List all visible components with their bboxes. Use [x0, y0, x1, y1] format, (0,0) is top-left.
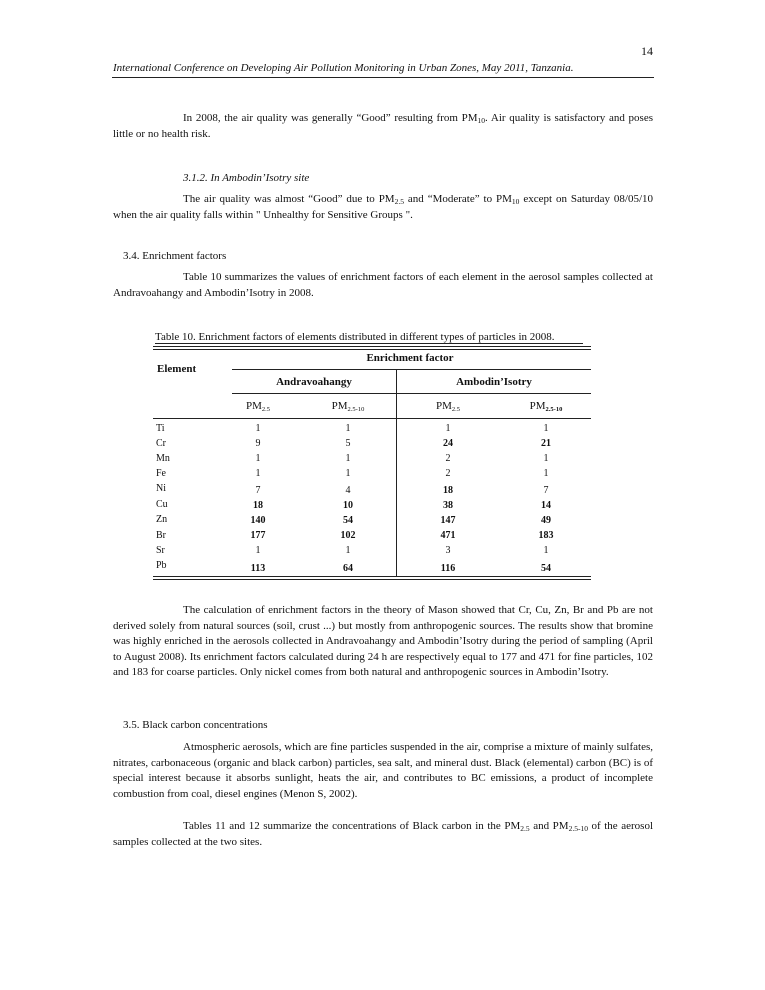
- p6-text-b: and PM: [529, 820, 569, 832]
- header-pm2510-andravoahangy: [311, 400, 385, 412]
- element-label: Ni: [156, 483, 166, 494]
- table-cell: 102: [340, 530, 356, 541]
- site-header-andravoahangy: Andravoahangy: [276, 376, 352, 388]
- element-label: Zn: [156, 514, 168, 525]
- pm-label: PM: [435, 400, 452, 412]
- table-cell: 14: [541, 500, 551, 511]
- table-cell: 7: [255, 485, 261, 496]
- table-cell: 1: [543, 545, 549, 556]
- p2-subscript-2: 10: [511, 197, 520, 206]
- table-cell: 1: [543, 453, 549, 464]
- table-cell: 7: [543, 485, 549, 496]
- pm-fine-sub: 2.5: [261, 406, 271, 413]
- paragraph-ambodin-air-quality: [113, 192, 653, 223]
- table-cell: 18: [253, 500, 263, 511]
- element-label: Mn: [156, 453, 170, 464]
- table-cell: 9: [255, 438, 261, 449]
- table-cell: 113: [250, 563, 266, 574]
- paragraph-mason-calculation: The calculation of enrichment factors in the theory of Mason showed that Cr, Cu, Zn, Br and Pb are not derived solely from natural sources (soil, crust ...) but mostly from anthropogenic sources. The results show that bromine was highly enriched in the aerosols collected in Andravoahangy and Ambodin’Isotry during the period of sampling (April to August 2008). Its enrichment factors calculated during 24 h are respectively equal to 177 and 471 for fine particles, 102 and 183 for coarse particles. Only nickel comes from both natural and anthropogenic sources in Ambodin’Isotry.: [113, 604, 653, 678]
- header-pm2510-ambodin: [508, 400, 584, 412]
- paragraph-table10-intro: Table 10 summarizes the values of enrichment factors of each element in the aerosol samples collected at Andravoahangy and Ambodin’Isotry in 2008.: [113, 271, 653, 299]
- table-cell: 471: [440, 530, 456, 541]
- table-cell: 1: [543, 423, 549, 434]
- element-label: Pb: [156, 560, 167, 571]
- table-bottom-rule: [153, 576, 591, 577]
- table-10-caption: Table 10. Enrichment factors of elements distributed in different types of particles in 2008.: [155, 331, 555, 343]
- table-cell: 64: [343, 563, 353, 574]
- header-pm25-andravoahangy: [228, 400, 288, 412]
- table-cell: 1: [345, 545, 351, 556]
- table-cell: 38: [443, 500, 453, 511]
- table-cell: 1: [255, 453, 261, 464]
- running-header: International Conference on Developing Air Pollution Monitoring in Urban Zones, May 2011, Tanzania.: [113, 62, 574, 74]
- table-cell: 4: [345, 485, 351, 496]
- table-bottom-rule-2: [153, 579, 591, 580]
- subsection-heading-3-1-2: 3.1.2. In Ambodin’Isotry site: [183, 172, 310, 184]
- p2-text-a: The air quality was almost “Good” due to PM: [183, 193, 395, 205]
- table-cell: 1: [255, 423, 261, 434]
- section-heading-3-5: 3.5. Black carbon concentrations: [123, 719, 268, 731]
- table-cell: 183: [538, 530, 554, 541]
- table-cell: 1: [445, 423, 451, 434]
- p2-text-c: except on Saturday 08/05/10 when the air quality falls within " Unhealthy for Sensitive Groups ".: [113, 193, 653, 221]
- table-10-caption-underline: [155, 343, 583, 344]
- p2-text-b: and “Moderate” to PM: [403, 193, 512, 205]
- p6-text-c: of the aerosol samples collected at the two sites.: [113, 820, 654, 848]
- site-rule: [232, 393, 591, 394]
- element-header: Element: [157, 363, 197, 375]
- p2-subscript-1: 2.5: [394, 197, 404, 206]
- element-label: Cr: [156, 438, 166, 449]
- table-cell: 2: [445, 468, 451, 479]
- table-cell: 2: [445, 453, 451, 464]
- paragraph-tables-11-12: [113, 819, 653, 850]
- table-vertical-divider: [396, 370, 397, 576]
- element-label: Br: [156, 530, 166, 541]
- table-cell: 1: [345, 468, 351, 479]
- enrichment-factor-header: Enrichment factor: [366, 352, 454, 364]
- table-cell: 54: [343, 515, 353, 526]
- table-cell: 10: [343, 500, 353, 511]
- p6-subscript-2: 2.5-10: [568, 824, 588, 833]
- header-pm25-ambodin: [418, 400, 478, 412]
- table-cell: 54: [541, 563, 551, 574]
- table-top-rule: [153, 346, 591, 347]
- p1-subscript: 10: [477, 116, 486, 125]
- header-rule: [112, 77, 654, 78]
- table-cell: 5: [345, 438, 351, 449]
- table-cell: 49: [541, 515, 551, 526]
- pm-fine-sub: 2.5: [451, 406, 461, 413]
- pm-coarse-sub: 2.5-10: [347, 406, 365, 413]
- pm-label: PM: [245, 400, 262, 412]
- p6-subscript-1: 2.5: [520, 824, 530, 833]
- table-cell: 3: [445, 545, 451, 556]
- table-cell: 116: [440, 563, 456, 574]
- table-cell: 140: [250, 515, 266, 526]
- paragraph-air-quality-2008: [113, 111, 653, 142]
- element-label: Ti: [156, 423, 165, 434]
- element-label: Sr: [156, 545, 165, 556]
- header-bottom-rule: [153, 418, 591, 419]
- table-cell: 24: [443, 438, 453, 449]
- element-label: Cu: [156, 499, 168, 510]
- p1-text-a: In 2008, the air quality was generally “Good” resulting from PM: [183, 112, 478, 124]
- table-cell: 21: [541, 438, 551, 449]
- element-label: Fe: [156, 468, 166, 479]
- table-cell: 1: [345, 453, 351, 464]
- table-cell: 177: [250, 530, 266, 541]
- p1-text-b: . Air quality is satisfactory and poses little or no health risk.: [113, 112, 653, 140]
- page-number: 14: [641, 44, 653, 58]
- table-sub-rule: [232, 369, 591, 370]
- table-cell: 1: [345, 423, 351, 434]
- table-cell: 1: [255, 468, 261, 479]
- table-cell: 1: [543, 468, 549, 479]
- table-cell: 147: [440, 515, 456, 526]
- pm-label: PM: [331, 400, 348, 412]
- paragraph-atmospheric-aerosols: Atmospheric aerosols, which are fine particles suspended in the air, comprise a mixture of mainly sulfates, nitrates, carbonaceous (organic and black carbon) particles, sea salt, and mineral dust. Black (elemental) carbon (BC) is of special interest because it absorbs sunlight, heats the air, and contributes to BC emissions, a product of incomplete combustion from coal, diesel engines (Menon S, 2002).: [113, 741, 653, 800]
- site-header-ambodin-isotry: Ambodin’Isotry: [456, 376, 532, 388]
- p6-text-a: Tables 11 and 12 summarize the concentrations of Black carbon in the PM: [183, 820, 521, 832]
- table-top-rule-2: [153, 349, 591, 350]
- pm-label: PM: [529, 400, 546, 412]
- section-heading-3-4: 3.4. Enrichment factors: [123, 250, 227, 262]
- table-cell: 18: [443, 485, 453, 496]
- table-cell: 1: [255, 545, 261, 556]
- pm-coarse-sub: 2.5-10: [545, 406, 563, 413]
